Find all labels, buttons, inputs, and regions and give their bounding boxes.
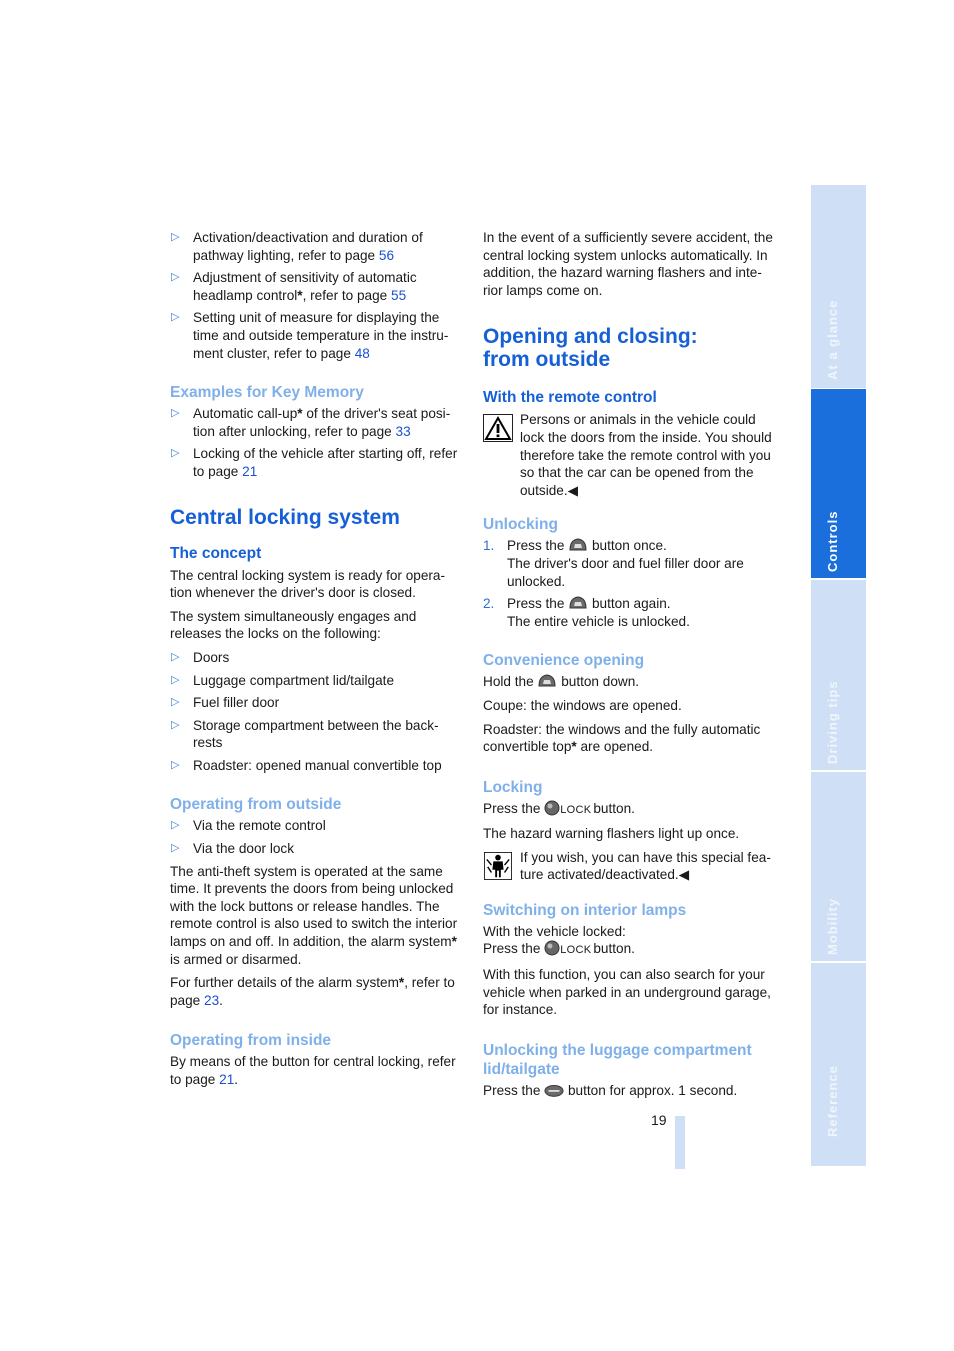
bullet-text: , refer to page — [302, 287, 392, 303]
bullet-text: Activation/deactivation and duration of pathway lighting, refer to page — [193, 230, 423, 263]
heading-line: from outside — [483, 348, 611, 372]
list-item — [170, 649, 462, 667]
remote-unlock-button-icon — [568, 595, 588, 611]
list-item — [170, 817, 462, 835]
lock-label: LOCK — [560, 944, 592, 957]
bullet-text: Via the remote control — [193, 818, 326, 834]
list-item — [170, 405, 462, 440]
paragraph-text: is armed or disarmed. — [170, 951, 302, 967]
unlocking-heading: Unlocking — [483, 516, 558, 534]
tab-label: Controls — [825, 510, 840, 572]
paragraph-text: With the vehicle locked: — [483, 923, 626, 939]
paragraph-text: Press the — [483, 941, 545, 957]
list-item — [170, 229, 462, 264]
roadster-paragraph — [483, 721, 775, 756]
paragraph-text: . — [219, 992, 223, 1008]
paragraph-text: By means of the button for central locking, refer to page — [170, 1054, 456, 1087]
tab-controls[interactable] — [811, 389, 866, 578]
remote-lock-button-icon — [544, 940, 560, 956]
page-link[interactable]: 33 — [395, 423, 411, 439]
paragraph-text: Hold the — [483, 674, 538, 690]
warning-text: Persons or animals in the vehicle could lock the doors from the inside. You should therefore take the remote control with you so that the car can be opened from the outside. — [520, 412, 772, 498]
warning-note — [483, 411, 775, 499]
bullet-text: Fuel filler door — [193, 695, 280, 711]
bullet-triangle-icon: ▷ — [171, 231, 180, 243]
paragraph-text: For further details of the alarm system — [170, 975, 399, 991]
end-marker: ◀ — [678, 867, 690, 883]
bullet-text: Adjustment of sensitivity of automatic headlamp control — [193, 270, 417, 303]
special-feature-note — [483, 849, 775, 885]
bullet-triangle-icon: ▷ — [171, 819, 180, 832]
page-link[interactable]: 48 — [354, 345, 370, 361]
concept-heading: The concept — [170, 544, 262, 562]
bullet-text: of the driver's seat posi-tion after unlocking, refer to page — [193, 406, 451, 439]
bullet-text: Doors — [193, 649, 230, 665]
paragraph-text: The anti-theft system is operated at the same time. It prevents the doors from being unlocked with the lock buttons or release handles. The remote control is also used to switch the interior lamps on and off. In addition, the alarm system — [170, 863, 458, 950]
optional-star: * — [297, 287, 303, 303]
paragraph-text: , refer to page — [170, 975, 455, 1008]
warning-text-block — [483, 411, 775, 499]
page-number: 19 — [651, 1112, 667, 1128]
heading-line: Opening and closing: — [483, 325, 698, 349]
list-item — [170, 840, 462, 858]
bullet-triangle-icon: ▷ — [171, 696, 180, 709]
interior-lamps-heading: Switching on interior lamps — [483, 901, 687, 919]
bullet-triangle-icon: ▷ — [171, 407, 180, 420]
left-column — [170, 229, 462, 1095]
list-item — [170, 717, 462, 752]
bullet-triangle-icon: ▷ — [171, 447, 180, 460]
special-note-text-block — [483, 849, 775, 884]
list-item — [483, 537, 775, 590]
remote-control-heading: With the remote control — [483, 389, 657, 407]
remote-unlock-button-icon — [537, 673, 557, 689]
trunk-button-icon — [544, 1082, 564, 1098]
tab-label: Driving tips — [825, 680, 840, 764]
bullet-text: Automatic call-up — [193, 406, 298, 422]
optional-star: * — [571, 739, 577, 755]
operating-inside-heading: Operating from inside — [170, 1032, 332, 1050]
tab-mobility[interactable] — [811, 772, 866, 961]
tab-label: Reference — [825, 1065, 840, 1137]
bullet-text: Via the door lock — [193, 841, 295, 857]
convenience-paragraph — [483, 673, 775, 691]
note-text: If you wish, you can have this special fea-ture activated/deactivated. — [520, 849, 771, 883]
step-number: 1. — [483, 538, 495, 554]
paragraph-text: button. — [593, 941, 635, 957]
bullet-triangle-icon: ▷ — [171, 758, 180, 771]
opening-closing-heading — [483, 325, 775, 371]
page-link[interactable]: 21 — [219, 1072, 235, 1087]
locking-paragraph — [483, 800, 775, 820]
paragraph-text: Press the — [483, 1082, 545, 1098]
concept-paragraph: The central locking system is ready for opera-tion whenever the driver's door is closed. — [170, 567, 446, 601]
bullet-triangle-icon: ▷ — [171, 271, 180, 284]
paragraph-text: Roadster: the windows and the fully automatic convertible top — [483, 721, 761, 755]
concept-paragraph: The system simultaneously engages and releases the locks on the following: — [170, 608, 417, 642]
lock-label: LOCK — [560, 803, 592, 816]
tab-label: Mobility — [825, 897, 840, 955]
accident-paragraph: In the event of a sufficiently severe accident, the central locking system unlocks automatically. In addition, the hazard warning flashers and inte-rior lamps come on. — [483, 230, 773, 298]
paragraph-text: button for approx. 1 second. — [564, 1082, 738, 1098]
hazard-paragraph: The hazard warning flashers light up once. — [483, 826, 740, 842]
examples-heading: Examples for Key Memory — [170, 384, 364, 402]
page-number-bar — [675, 1116, 685, 1169]
bullet-triangle-icon: ▷ — [171, 718, 180, 731]
page-link[interactable]: 55 — [391, 287, 407, 303]
tab-reference[interactable] — [811, 963, 866, 1166]
paragraph-text: button down. — [557, 674, 640, 690]
list-item — [170, 309, 462, 362]
convenience-opening-heading: Convenience opening — [483, 652, 645, 670]
bullet-text: Luggage compartment lid/tailgate — [193, 672, 395, 688]
warning-triangle-icon — [483, 414, 513, 442]
paragraph-text: Press the — [483, 800, 545, 816]
step-detail: The driver's door and fuel filler door are unlocked. — [507, 555, 744, 589]
anti-theft-paragraph — [170, 863, 462, 969]
bullet-triangle-icon: ▷ — [171, 311, 180, 324]
bullet-text: Storage compartment between the back-rests — [193, 717, 439, 751]
coupe-paragraph: Coupe: the windows are opened. — [483, 697, 682, 713]
optional-star: * — [451, 934, 457, 950]
optional-star: * — [297, 406, 303, 422]
remote-unlock-button-icon — [568, 537, 588, 553]
interior-paragraph — [483, 923, 775, 960]
remote-lock-button-icon — [544, 800, 560, 816]
details-paragraph — [170, 974, 462, 1009]
step-text: button again. — [588, 596, 671, 612]
bullet-text: Roadster: opened manual convertible top — [193, 757, 442, 773]
optional-star: * — [398, 975, 405, 991]
paragraph-text: . — [234, 1072, 239, 1087]
list-item — [170, 672, 462, 690]
tab-label: At a glance — [825, 299, 840, 380]
step-text: Press the — [507, 596, 569, 612]
paragraph-text: button. — [593, 800, 635, 816]
bullet-text: Locking of the vehicle after starting off, refer to page — [193, 446, 458, 479]
operating-inside-paragraph — [170, 1053, 462, 1088]
operating-outside-heading: Operating from outside — [170, 796, 342, 814]
luggage-paragraph — [483, 1082, 775, 1100]
end-marker: ◀ — [567, 482, 579, 498]
central-locking-heading: Central locking system — [170, 505, 400, 529]
tab-driving-tips[interactable] — [811, 580, 866, 770]
list-item — [170, 757, 462, 775]
step-detail: The entire vehicle is unlocked. — [507, 613, 690, 629]
right-column — [483, 229, 775, 1105]
step-text: button once. — [588, 538, 667, 554]
list-item — [170, 694, 462, 712]
step-text: Press the — [507, 538, 569, 554]
step-number: 2. — [483, 596, 495, 612]
page-link[interactable]: 23 — [204, 992, 220, 1008]
list-item — [483, 595, 775, 630]
locking-heading: Locking — [483, 778, 543, 796]
bullet-text: Setting unit of measure for displaying the time and outside temperature in the instru-ment cluster, refer to page — [193, 310, 449, 361]
search-paragraph: With this function, you can also search for your vehicle when parked in an underground garage, for instance. — [483, 967, 771, 1018]
tab-at-a-glance[interactable] — [811, 185, 866, 388]
bullet-triangle-icon: ▷ — [171, 842, 180, 855]
bullet-triangle-icon: ▷ — [171, 673, 180, 686]
page-link[interactable]: 56 — [378, 247, 395, 263]
list-item — [170, 445, 462, 480]
page-link[interactable]: 21 — [242, 463, 258, 479]
bullet-triangle-icon: ▷ — [171, 650, 180, 663]
workshop-mechanic-icon — [483, 852, 513, 880]
luggage-compartment-heading: Unlocking the luggage compartment lid/tailgate — [483, 1041, 752, 1078]
paragraph-text: are opened. — [576, 739, 654, 755]
list-item — [170, 269, 462, 304]
